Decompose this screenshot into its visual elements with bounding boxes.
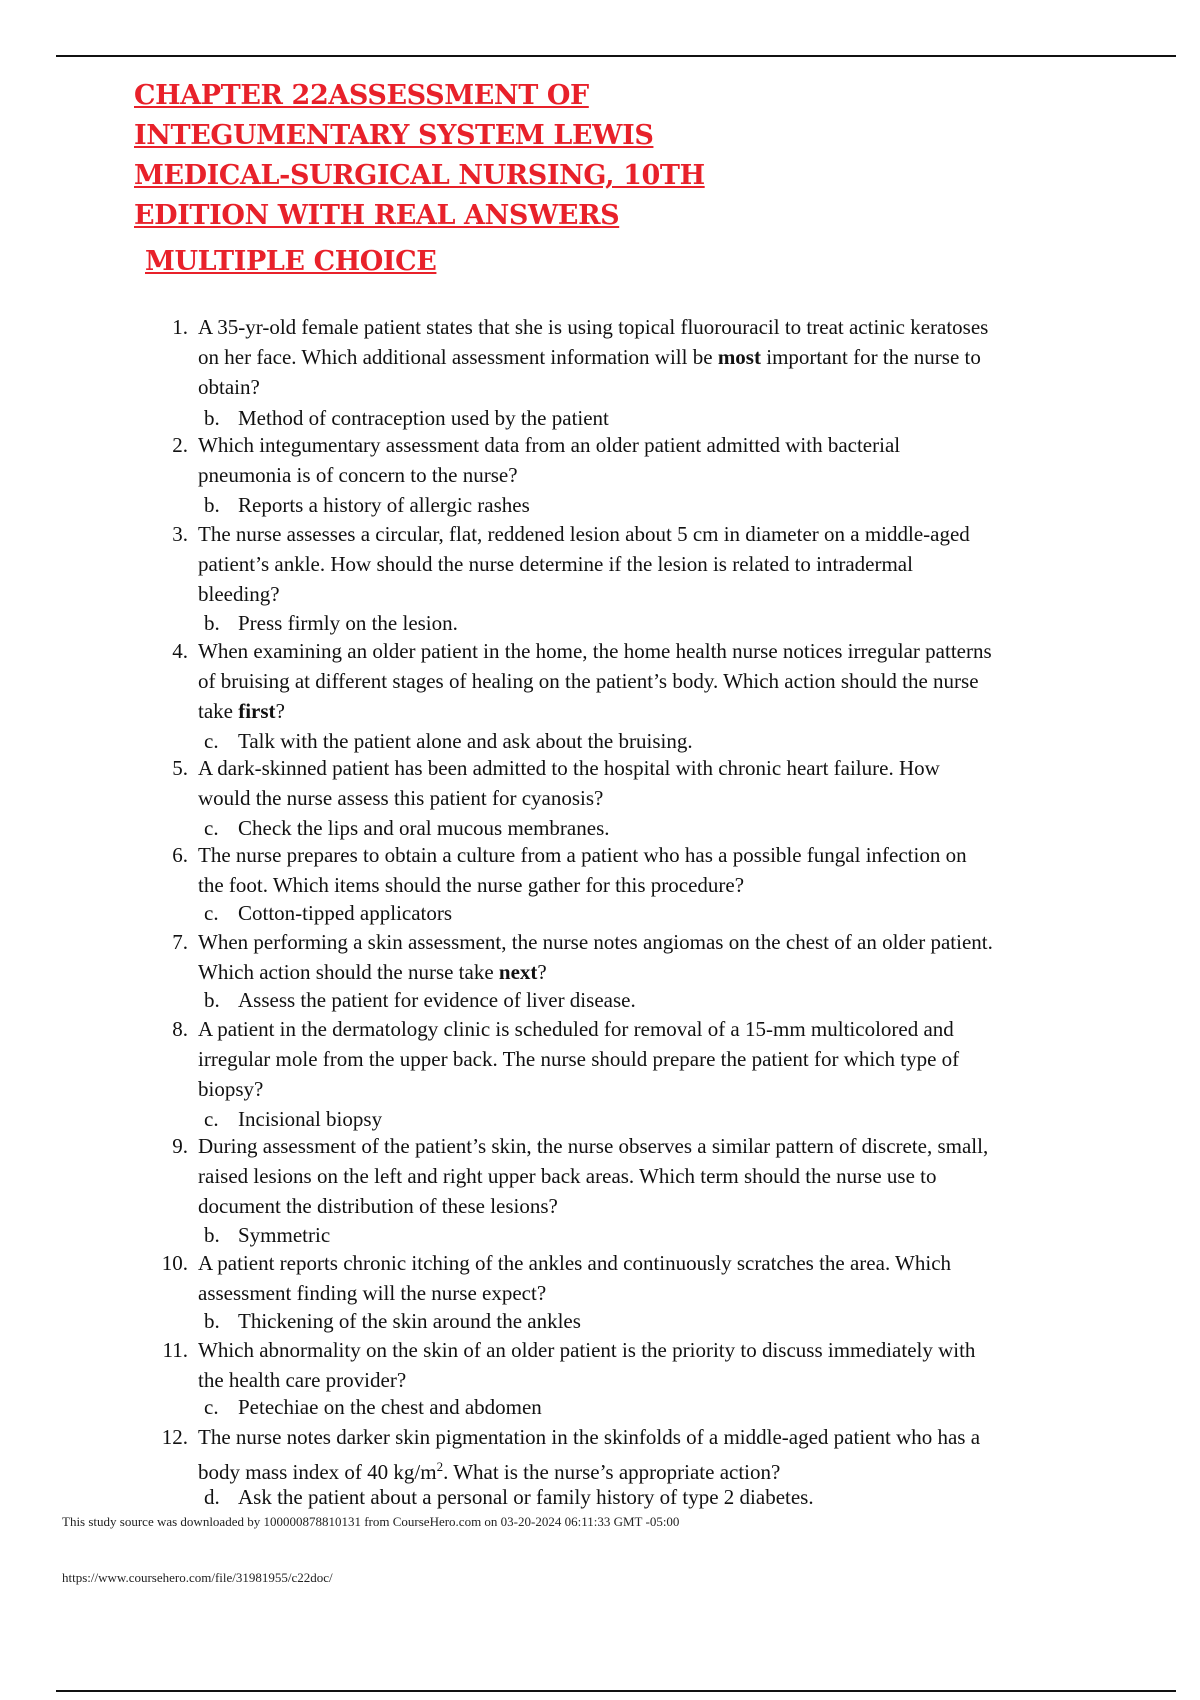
question-text-line: on her face. Which additional assessment information will be most important for the nurse to <box>198 345 981 369</box>
top-rule <box>56 55 1176 57</box>
question-number: 1. <box>172 315 188 339</box>
question-text <box>198 927 1118 987</box>
answer-text: Petechiae on the chest and abdomen <box>238 1395 542 1419</box>
question-number: 6. <box>172 843 188 867</box>
bottom-rule <box>56 1690 1176 1692</box>
title-line: INTEGUMENTARY SYSTEM LEWIS <box>134 120 654 151</box>
question-text-line: biopsy? <box>198 1077 264 1101</box>
answer-letter: d. <box>204 1485 220 1509</box>
question-number: 11. <box>162 1338 188 1362</box>
answer-letter: b. <box>204 988 220 1012</box>
question-text-line: When examining an older patient in the home, the home health nurse notices irregular patterns <box>198 639 992 663</box>
question-number: 2. <box>172 433 188 457</box>
answer-letter: c. <box>204 816 219 840</box>
question-text <box>198 840 1118 900</box>
question-text-line: document the distribution of these lesions? <box>198 1194 558 1218</box>
answer-text: Assess the patient for evidence of liver disease. <box>238 988 636 1012</box>
section-heading: MULTIPLE CHOICE <box>145 246 437 277</box>
question-number: 12. <box>161 1425 188 1449</box>
question-number: 3. <box>172 522 188 546</box>
source-url[interactable]: https://www.coursehero.com/file/31981955/c22doc/ <box>62 1570 333 1585</box>
question-text <box>198 1131 1118 1221</box>
question-text-line: A dark-skinned patient has been admitted to the hospital with chronic heart failure. How <box>198 756 940 780</box>
question-text-line: The nurse notes darker skin pigmentation in the skinfolds of a middle-aged patient who has a <box>198 1425 981 1449</box>
question-text <box>198 312 1118 402</box>
answer-letter: c. <box>204 901 219 925</box>
document-title <box>134 76 774 236</box>
question-text-line: Which integumentary assessment data from an older patient admitted with bacterial <box>198 433 901 457</box>
question-text <box>198 1248 1118 1308</box>
answer-letter: b. <box>204 406 220 430</box>
question-text-line: Which action should the nurse take next? <box>198 960 547 984</box>
question-text-line: Which abnormality on the skin of an older patient is the priority to discuss immediately with <box>198 1338 976 1362</box>
question-number: 9. <box>172 1134 188 1158</box>
answer-letter: b. <box>204 1223 220 1247</box>
download-source-line: This study source was downloaded by 100000878810131 from CourseHero.com on 03-20-2024 06:11:33 GMT -05:00 <box>62 1514 680 1529</box>
question-text-line: the health care provider? <box>198 1368 407 1392</box>
question-text-line: assessment finding will the nurse expect? <box>198 1281 547 1305</box>
answer-text: Symmetric <box>238 1223 331 1247</box>
answer-letter: c. <box>204 1107 219 1131</box>
question-text <box>198 430 1118 490</box>
question-text <box>198 1335 1118 1395</box>
answer-text: Incisional biopsy <box>238 1107 383 1131</box>
question-text-line: raised lesions on the left and right upper back areas. Which term should the nurse use to <box>198 1164 937 1188</box>
question-number: 8. <box>172 1017 188 1041</box>
answer-text: Method of contraception used by the patient <box>238 406 609 430</box>
question-text-line: A 35-yr-old female patient states that she is using topical fluorouracil to treat actinic keratoses <box>198 315 989 339</box>
superscript-text: 2 <box>436 1459 444 1474</box>
question-number: 4. <box>172 639 188 663</box>
question-text <box>198 1014 1118 1104</box>
answer-text: Press firmly on the lesion. <box>238 611 458 635</box>
emphasis-text: first <box>238 699 276 723</box>
question-text-line: pneumonia is of concern to the nurse? <box>198 463 518 487</box>
question-text-line: The nurse assesses a circular, flat, reddened lesion about 5 cm in diameter on a middle-aged <box>198 522 970 546</box>
answer-letter: b. <box>204 611 220 635</box>
question-text <box>198 1422 1118 1487</box>
question-text <box>198 636 1118 726</box>
question-text-line: A patient in the dermatology clinic is scheduled for removal of a 15-mm multicolored and <box>198 1017 954 1041</box>
emphasis-text: next <box>498 960 538 984</box>
answer-letter: b. <box>204 1309 220 1333</box>
answer-letter: c. <box>204 729 219 753</box>
question-text-line: When performing a skin assessment, the nurse notes angiomas on the chest of an older patient. <box>198 930 993 954</box>
title-line: CHAPTER 22ASSESSMENT OF <box>134 80 589 111</box>
answer-text: Ask the patient about a personal or family history of type 2 diabetes. <box>238 1485 814 1509</box>
question-number: 10. <box>161 1251 188 1275</box>
answer-text: Thickening of the skin around the ankles <box>238 1309 581 1333</box>
question-number: 5. <box>172 756 188 780</box>
title-line: EDITION WITH REAL ANSWERS <box>134 200 620 231</box>
question-text-line: patient’s ankle. How should the nurse determine if the lesion is related to intradermal <box>198 552 913 576</box>
question-text <box>198 519 1118 609</box>
answer-text: Check the lips and oral mucous membranes. <box>238 816 610 840</box>
question-text-line: A patient reports chronic itching of the ankles and continuously scratches the area. Which <box>198 1251 952 1275</box>
answer-text: Cotton-tipped applicators <box>238 901 453 925</box>
question-text-line: The nurse prepares to obtain a culture from a patient who has a possible fungal infection on <box>198 843 967 867</box>
question-text-line: obtain? <box>198 375 260 399</box>
question-text-line: bleeding? <box>198 582 280 606</box>
question-number: 7. <box>172 930 188 954</box>
question-text-line: irregular mole from the upper back. The nurse should prepare the patient for which type of <box>198 1047 960 1071</box>
emphasis-text: most <box>717 345 761 369</box>
question-text-line: During assessment of the patient’s skin, the nurse observes a similar pattern of discrete, small, <box>198 1134 989 1158</box>
title-line: MEDICAL-SURGICAL NURSING, 10TH <box>134 160 705 191</box>
question-text-line: body mass index of 40 $kg/m^2$. What is the nurse’s appropriate action? <box>198 1459 781 1484</box>
question-text-line: the foot. Which items should the nurse gather for this procedure? <box>198 873 745 897</box>
answer-text: Reports a history of allergic rashes <box>238 493 530 517</box>
question-text-line: take first? <box>198 699 285 723</box>
question-text <box>198 753 1118 813</box>
answer-text: Talk with the patient alone and ask about the bruising. <box>238 729 693 753</box>
answer-letter: b. <box>204 493 220 517</box>
question-text-line: would the nurse assess this patient for cyanosis? <box>198 786 604 810</box>
answer-letter: c. <box>204 1395 219 1419</box>
question-text-line: of bruising at different stages of healing on the patient’s body. Which action should the nurse <box>198 669 979 693</box>
